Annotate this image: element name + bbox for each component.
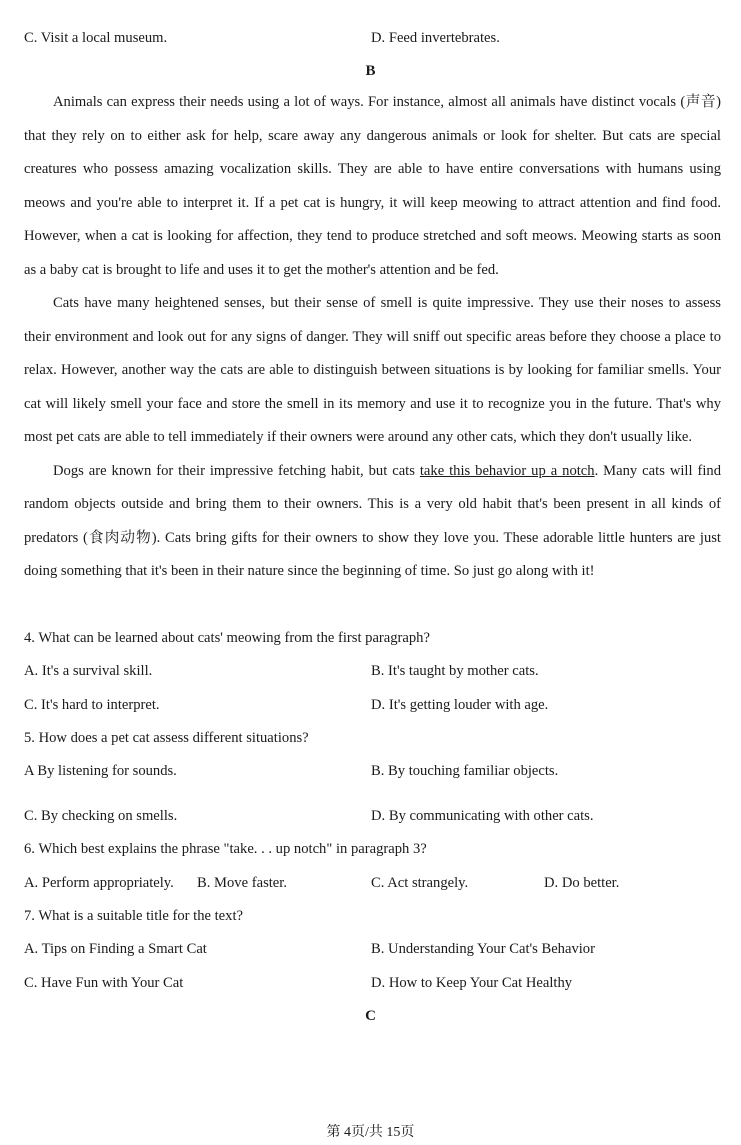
question-7-option-a: A. Tips on Finding a Smart Cat	[24, 941, 207, 957]
question-6-stem: 6. Which best explains the phrase "take. . . up notch" in paragraph 3?	[24, 841, 427, 857]
question-6-option-a: A. Perform appropriately.	[24, 875, 174, 891]
paragraph-3-after: . Many cats will find random objects outside and bring them to their owners. This is a very old habit that's been present in all kinds of predators (食肉动物). Cats bring gifts for their owners to show they love you. These adorable little hunters are just doing something that it's been in their nature since the beginning of time. So just go along with it!	[24, 462, 721, 579]
page-number-footer: 第 4页/共 15页	[326, 1125, 415, 1140]
question-7-option-b: B. Understanding Your Cat's Behavior	[371, 941, 595, 957]
question-7-stem: 7. What is a suitable title for the text?	[24, 908, 243, 924]
question-4-stem: 4. What can be learned about cats' meowing from the first paragraph?	[24, 630, 430, 646]
passage-b	[24, 86, 721, 589]
underlined-phrase: take this behavior up a notch	[419, 462, 595, 479]
question-5-option-a: A By listening for sounds.	[24, 763, 177, 779]
prev-option-c: C. Visit a local museum.	[24, 30, 168, 46]
question-4-option-b: B. It's taught by mother cats.	[371, 663, 539, 679]
passage-paragraph-1: Animals can express their needs using a lot of ways. For instance, almost all animals have distinct vocals (声音) that they rely on to either ask for help, scare away any dangerous animals or look for shelter. But cats are special creatures who possess amazing vocalization skills. They are able to have entire conversations with humans using meows and you're able to interpret it. If a pet cat is hungry, it will keep meowing to attract attention and find food. However, when a cat is looking for affection, they tend to produce stretched and soft meows. Meowing starts as soon as a baby cat is brought to life and uses it to get the mother's attention and be fed.	[24, 94, 721, 278]
prev-option-d: D. Feed invertebrates.	[371, 30, 500, 46]
question-5-option-b: B. By touching familiar objects.	[371, 763, 559, 779]
section-c-heading: C	[365, 1008, 376, 1024]
question-6-option-c: C. Act strangely.	[371, 875, 469, 891]
question-6-option-d: D. Do better.	[544, 875, 620, 891]
question-5-option-c: C. By checking on smells.	[24, 808, 178, 824]
section-b-heading: B	[365, 63, 376, 79]
question-5-stem: 5. How does a pet cat assess different situations?	[24, 730, 309, 746]
question-7-option-d: D. How to Keep Your Cat Healthy	[371, 975, 573, 991]
passage-paragraph-3	[24, 455, 721, 589]
question-6-option-b: B. Move faster.	[197, 875, 287, 891]
paragraph-3-before: Dogs are known for their impressive fetching habit, but cats	[53, 462, 420, 479]
question-4-option-c: C. It's hard to interpret.	[24, 697, 160, 713]
question-4-option-d: D. It's getting louder with age.	[371, 697, 549, 713]
question-7-option-c: C. Have Fun with Your Cat	[24, 975, 184, 991]
question-5-option-d: D. By communicating with other cats.	[371, 808, 594, 824]
passage-paragraph-2: Cats have many heightened senses, but their sense of smell is quite impressive. They use their noses to assess their environment and look out for any signs of danger. They will sniff out specific areas before they choose a place to relax. However, another way the cats are able to distinguish between situations is by looking for familiar smells. Your cat will likely smell your face and store the smell in its memory and use it to recognize you in the future. That's why most pet cats are able to tell immediately if their owners were around any other cats, which they don't usually like.	[24, 295, 721, 445]
question-4-option-a: A. It's a survival skill.	[24, 663, 153, 679]
